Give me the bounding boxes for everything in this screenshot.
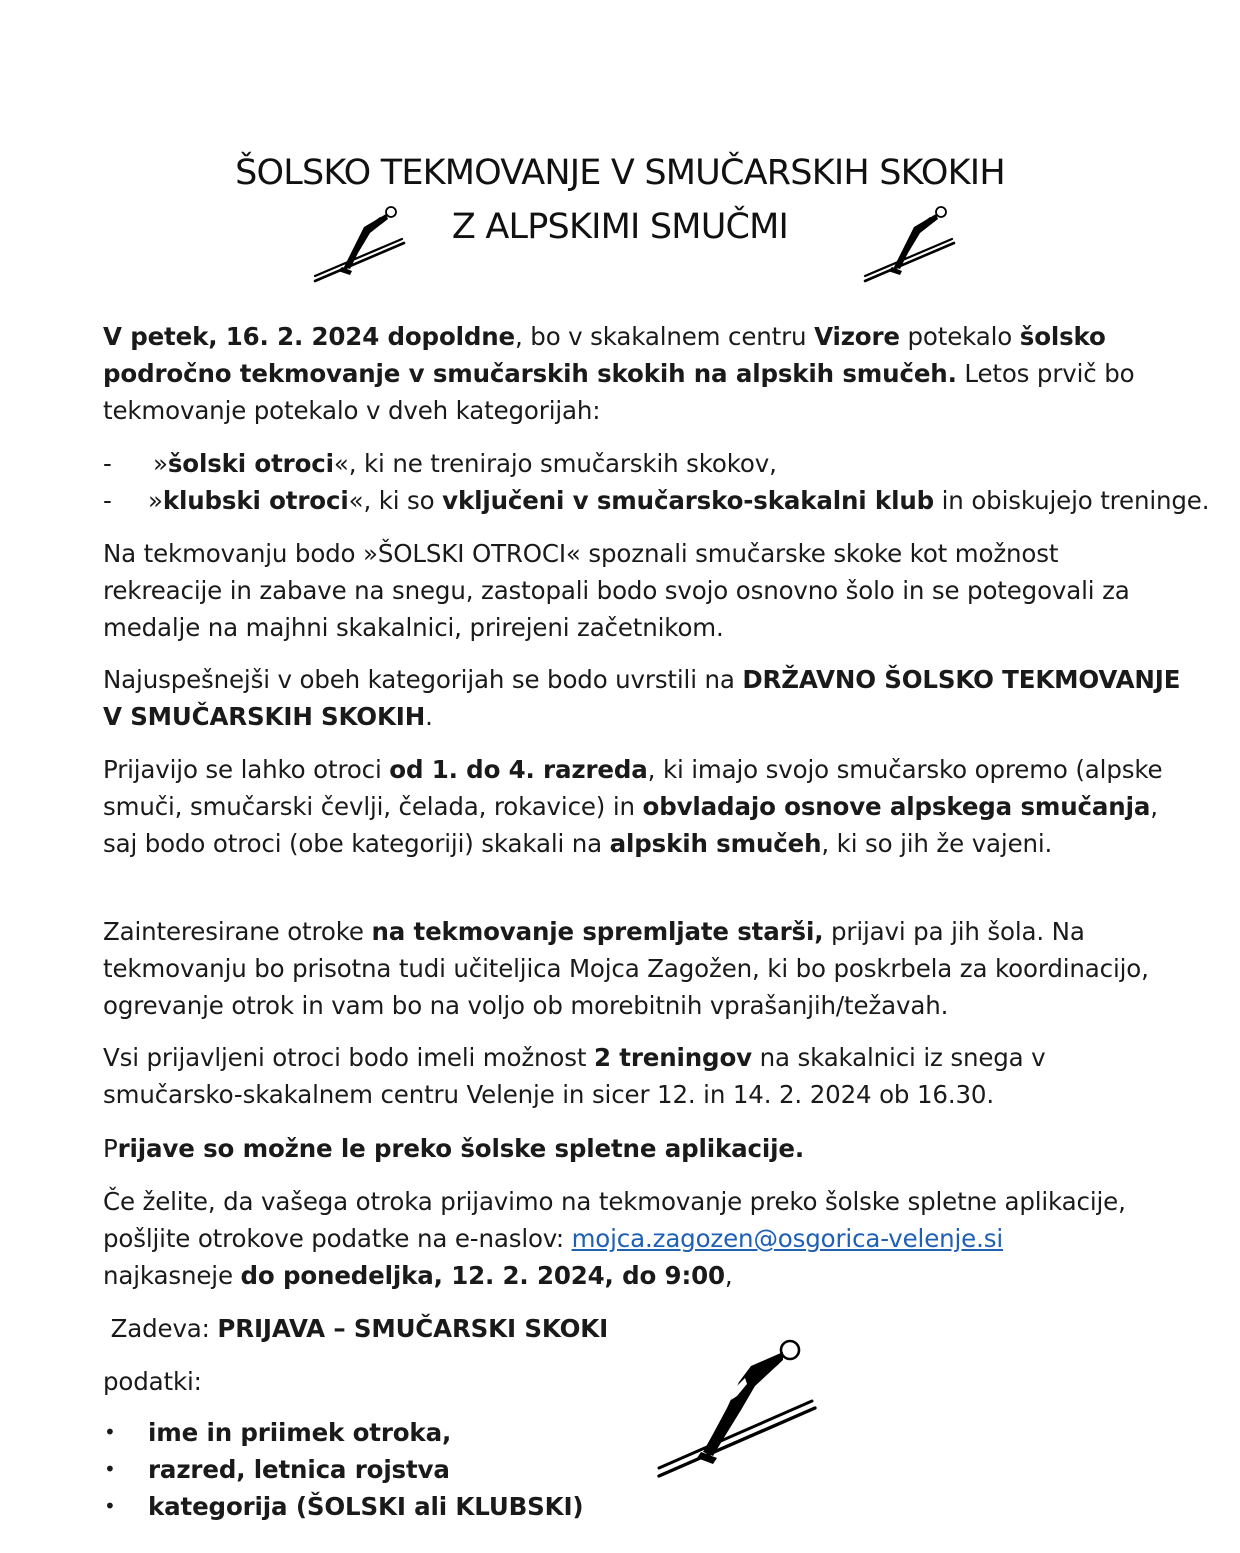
training-paragraph: Vsi prijavljeni otroci bodo imeli možnost 2 treningov na skakalnici iz snega v smučarsko-skakalnem centru Velenje in sicer 12. in 14. 2. 2024 ob 16.30.	[103, 1043, 1046, 1109]
bullet-icon: •	[104, 1494, 116, 1518]
document-title-line-1: ŠOLSKO TEKMOVANJE V SMUČARSKIH SKOKIH	[235, 153, 1005, 193]
document-title-line-2: Z ALPSKIMI SMUČMI	[451, 207, 789, 247]
data-item: razred, letnica rojstva	[148, 1455, 450, 1484]
subject-line: Zadeva: PRIJAVA – SMUČARSKI SKOKI	[103, 1314, 609, 1343]
category-dash: -	[103, 449, 112, 478]
data-item: kategorija (ŠOLSKI ali KLUBSKI)	[148, 1492, 584, 1521]
school-kids-paragraph: Na tekmovanju bodo »ŠOLSKI OTROCI« spoznali smučarske skoke kot možnost rekreacije in zabave na snegu, zastopali bodo svojo osnovno šolo in se potegovali za medalje na majhni skakalnici, prirejeni začetnikom.	[103, 539, 1130, 642]
ski-jumper-icon-left	[312, 205, 406, 285]
data-label: podatki:	[103, 1367, 202, 1396]
bullet-icon: •	[104, 1420, 116, 1444]
application-note: Prijave so možne le preko šolske spletne aplikacije.	[103, 1134, 804, 1163]
ski-jumper-icon-right	[862, 205, 956, 285]
category-school-kids: »šolski otroci«, ki ne trenirajo smučarskih skokov,	[153, 449, 777, 478]
category-club-kids: »klubski otroci«, ki so vključeni v smučarsko-skakalni klub in obiskujejo treninge.	[148, 486, 1210, 515]
ski-jumper-icon-large	[655, 1338, 820, 1483]
best-results-paragraph: Najuspešnejši v obeh kategorijah se bodo uvrstili na DRŽAVNO ŠOLSKO TEKMOVANJE V SMUČARSKIH SKOKIH.	[103, 665, 1181, 731]
intro-paragraph: V petek, 16. 2. 2024 dopoldne, bo v skakalnem centru Vizore potekalo šolsko področno tekmovanje v smučarskih skokih na alpskih smučeh. Letos prvič bo tekmovanje potekalo v dveh kategorijah:	[103, 322, 1135, 425]
data-item: ime in priimek otroka,	[148, 1418, 452, 1447]
eligibility-paragraph: Prijavijo se lahko otroci od 1. do 4. razreda, ki imajo svojo smučarsko opremo (alpske smuči, smučarski čevlji, čelada, rokavice) in obvladajo osnove alpskega smučanja, saj bodo otroci (obe kategoriji) skakali na alpskih smučeh, ki so jih že vajeni.	[103, 755, 1163, 858]
parents-paragraph: Zainteresirane otroke na tekmovanje spremljate starši, prijavi pa jih šola. Na tekmovanju bo prisotna tudi učiteljica Mojca Zagožen, ki bo poskrbela za koordinacijo, ogrevanje otrok in vam bo na voljo ob morebitnih vprašanjih/težavah.	[103, 917, 1149, 1020]
email-paragraph: Če želite, da vašega otroka prijavimo na tekmovanje preko šolske spletne aplikacije, pošljite otrokove podatke na e-naslov: mojca.zagozen@osgorica-velenje.si najkasneje do ponedeljka, 12. 2. 2024, do 9:00,	[103, 1187, 1126, 1290]
email-link[interactable]: mojca.zagozen@osgorica-velenje.si	[571, 1224, 1003, 1253]
bullet-icon: •	[104, 1457, 116, 1481]
category-dash: -	[103, 486, 112, 515]
